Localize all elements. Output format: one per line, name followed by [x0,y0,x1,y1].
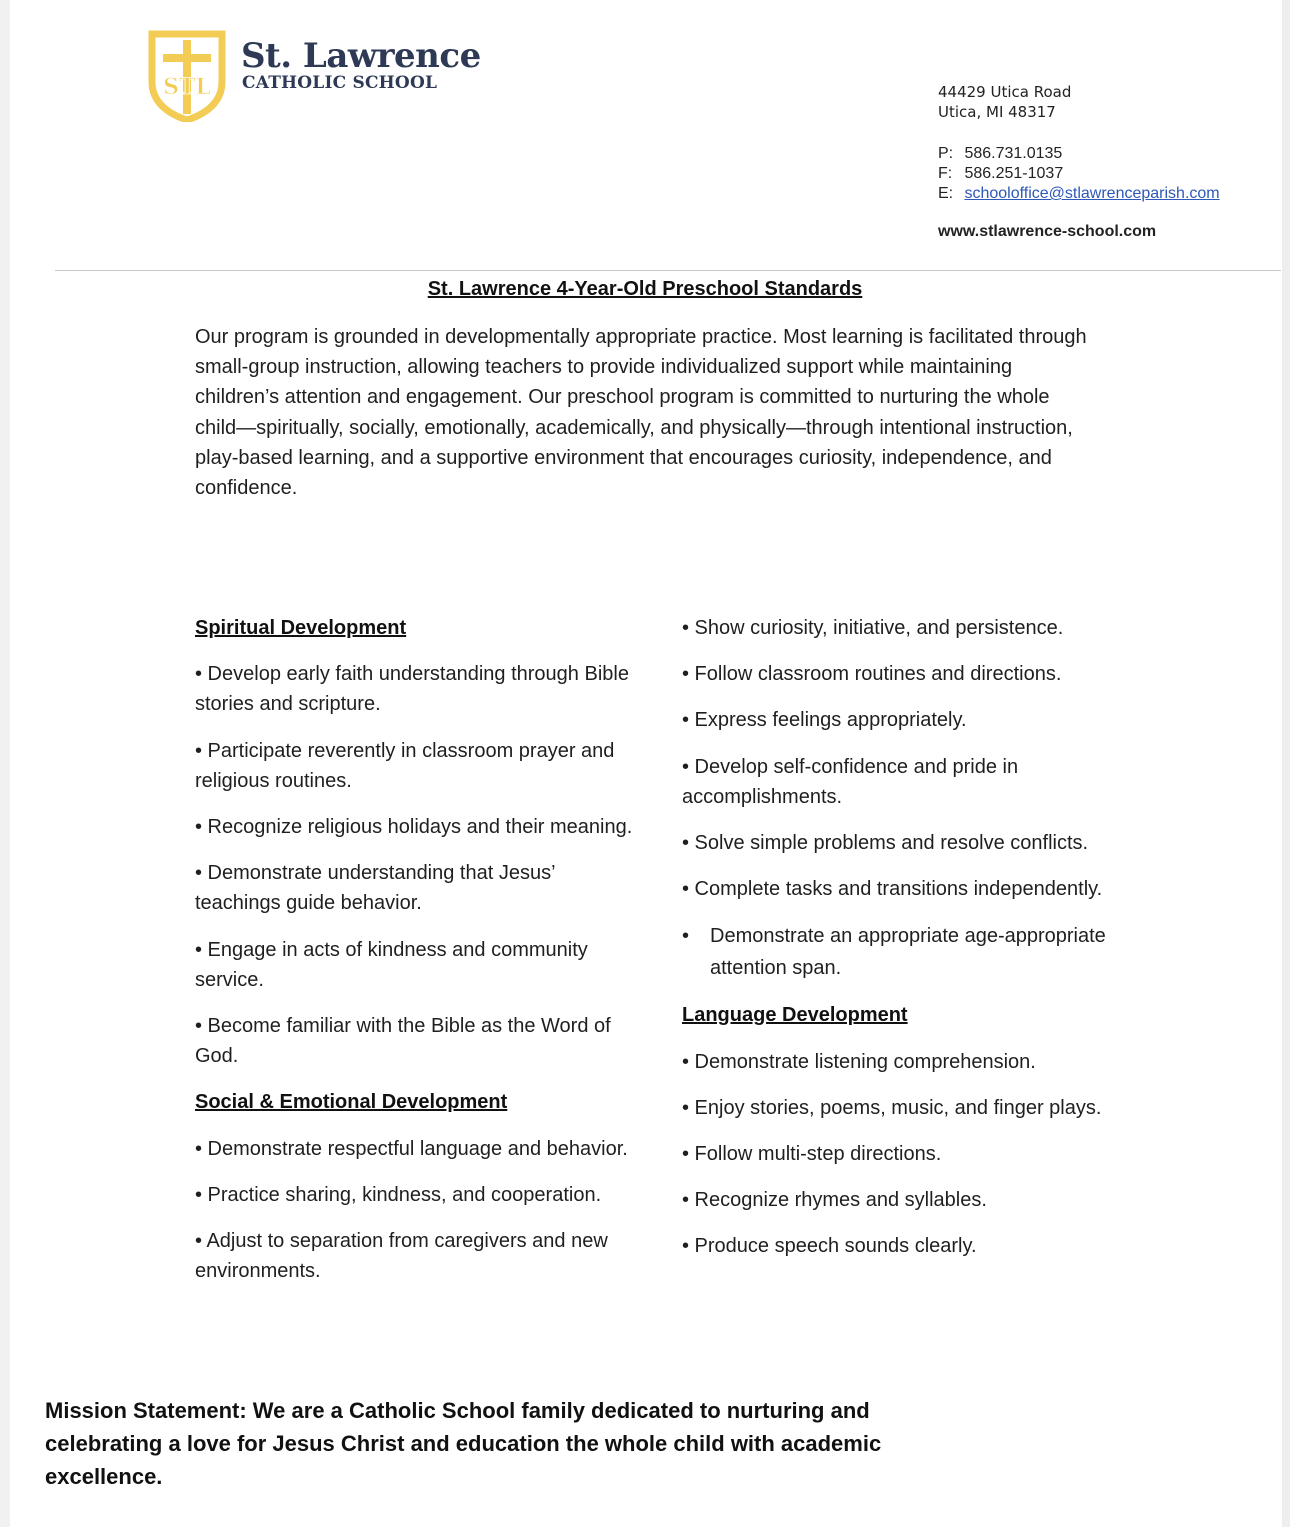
list-item: • Recognize religious holidays and their meaning. [195,816,633,839]
list-item: • Demonstrate listening comprehension. [682,1050,1036,1073]
website-text: www.stlawrence-school.com [938,223,1157,240]
list-item-text: Demonstrate an appropriate age-appropriate attention span. [710,925,1106,980]
fax-row [938,164,1220,184]
list-item: • Engage in acts of kindness and community service. [195,938,588,991]
list-item: • Participate reverently in classroom prayer and religious routines. [195,739,615,792]
list-item: • Demonstrate understanding that Jesus’ teachings guide behavior. [195,862,555,915]
header-divider [55,270,1281,271]
phone-label: P: [938,145,954,162]
list-item: • Show curiosity, initiative, and persistence. [682,617,1064,639]
logo-school-name: St. Lawrence [241,36,481,76]
email-link[interactable]: schooloffice@stlawrenceparish.com [964,185,1220,202]
address-line-1: 44429 Utica Road [938,83,1072,101]
list-item: • Express feelings appropriately. [682,709,967,732]
list-item-indented [682,920,1122,984]
phone-number: 586.731.0135 [964,145,1063,162]
list-item: • Produce speech sounds clearly. [682,1235,977,1258]
document-title: St. Lawrence 4-Year-Old Preschool Standards [427,278,863,300]
list-item: • Follow multi-step directions. [682,1143,942,1166]
list-item: • Follow classroom routines and directions. [682,663,1062,686]
right-column [682,613,1122,1278]
list-item: • Recognize rhymes and syllables. [682,1189,987,1212]
contact-block [938,82,1220,242]
section-heading-spiritual: Spiritual Development [195,617,407,639]
list-item: • Solve simple problems and resolve conflicts. [682,832,1089,855]
page-edge-right [1282,0,1290,1527]
mission-statement: Mission Statement: We are a Catholic School family dedicated to nurturing and celebrating a love for Jesus Christ and education the whole child with academic excellence. [45,1398,882,1489]
intro-paragraph: Our program is grounded in developmentally appropriate practice. Most learning is facilitated through small-group instruction, allowing teachers to provide individualized support while maintaining children’s attention and engagement. Our preschool program is committed to nurturing the whole child—spiritually, socially, emotionally, academically, and physically—through intentional instruction, play-based learning, and a supportive environment that encourages curiosity, independence, and confidence. [195,326,1087,500]
page-edge-left [0,0,10,1527]
list-item: • Develop early faith understanding through Bible stories and scripture. [195,663,629,716]
phone-row [938,144,1220,164]
shield-cross-icon [148,30,226,122]
list-item: • Develop self-confidence and pride in accomplishments. [682,755,1019,808]
list-item: • Complete tasks and transitions independently. [682,878,1103,901]
address-line-2: Utica, MI 48317 [938,103,1056,121]
list-item: • Practice sharing, kindness, and cooperation. [195,1183,602,1206]
email-row [938,184,1220,204]
section-heading-language: Language Development [682,1004,908,1027]
fax-label: F: [938,165,953,182]
list-item: • Demonstrate respectful language and behavior. [195,1137,628,1160]
logo-monogram: STL [163,74,211,100]
left-column [195,613,635,1302]
bullet-glyph: • [682,925,690,948]
list-item: • Become familiar with the Bible as the Word of God. [195,1015,611,1068]
section-heading-social-emotional: Social & Emotional Development [195,1091,508,1114]
list-item: • Enjoy stories, poems, music, and finger plays. [682,1096,1102,1119]
fax-number: 586.251-1037 [964,165,1064,182]
logo-school-subtitle: CATHOLIC SCHOOL [242,73,438,93]
email-label: E: [938,185,954,202]
list-item: • Adjust to separation from caregivers and new environments. [195,1230,608,1283]
